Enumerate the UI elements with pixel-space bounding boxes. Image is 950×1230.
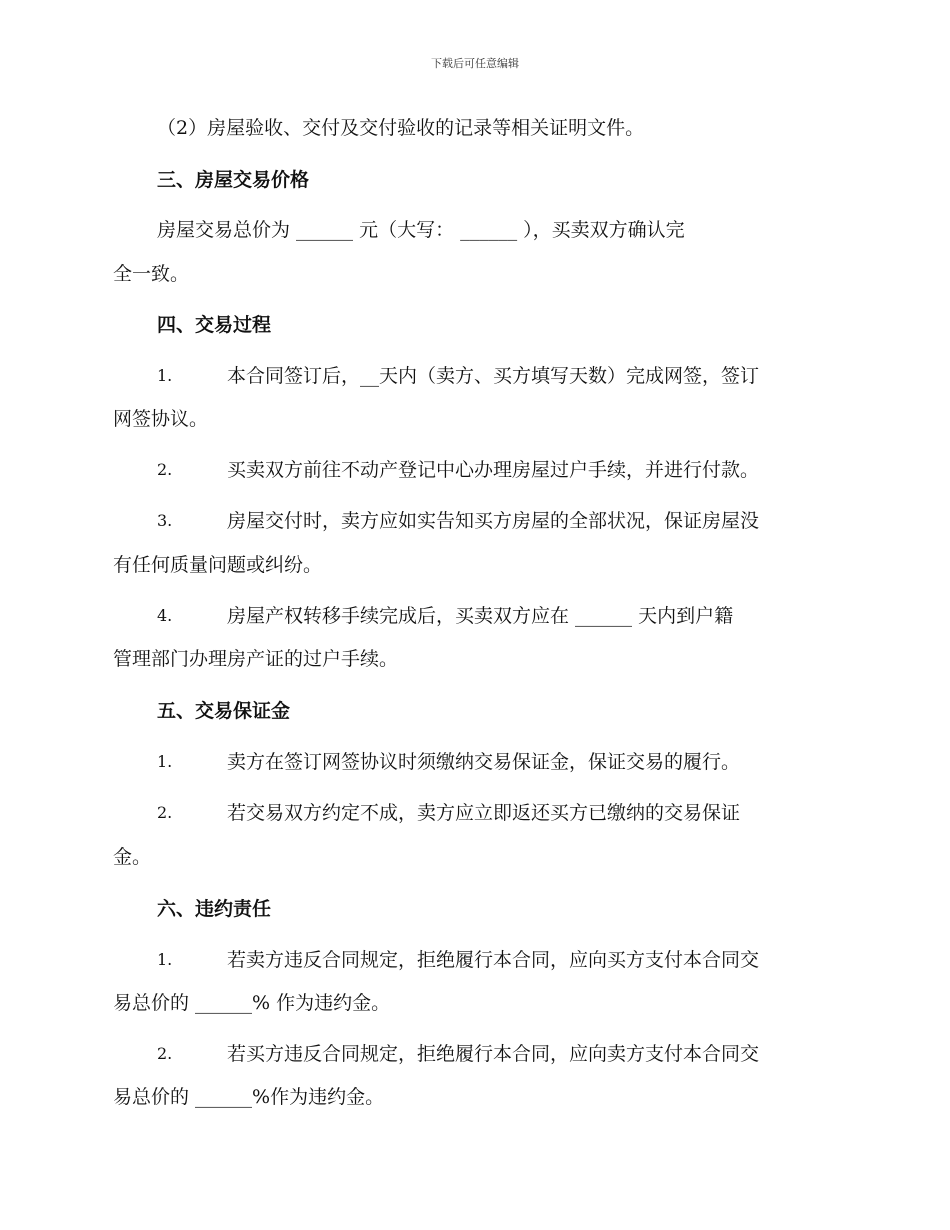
list-number: 4. bbox=[157, 606, 173, 625]
list-number: 2. bbox=[157, 1044, 173, 1063]
list-text: 房屋交付时，卖方应如实告知买方房屋的全部状况，保证房屋没 bbox=[227, 510, 760, 532]
section-heading-liability: 六、违约责任 bbox=[157, 898, 272, 920]
list-number: 1. bbox=[157, 366, 173, 385]
page-header: 下载后可任意编辑 bbox=[431, 57, 519, 70]
price-line-1: 房屋交易总价为 ______ 元（大写： ______ ），买卖双方确认完 bbox=[157, 219, 685, 241]
list-text-continued: 网签协议。 bbox=[113, 408, 209, 430]
list-text-continued: 有任何质量问题或纠纷。 bbox=[113, 554, 323, 576]
list-number: 2. bbox=[157, 460, 173, 479]
list-text: 卖方在签订网签协议时须缴纳交易保证金，保证交易的履行。 bbox=[227, 751, 741, 773]
price-line-2: 全一致。 bbox=[113, 263, 190, 285]
list-text-continued: 易总价的 ______% 作为违约金。 bbox=[113, 992, 391, 1014]
list-text: 房屋产权转移手续完成后，买卖双方应在 ______ 天内到户籍 bbox=[227, 605, 734, 627]
list-text: 若交易双方约定不成，卖方应立即返还买方已缴纳的交易保证 bbox=[227, 802, 741, 824]
list-text-continued: 易总价的 ______%作为违约金。 bbox=[113, 1086, 385, 1108]
paragraph-2-proof-docs: （2）房屋验收、交付及交付验收的记录等相关证明文件。 bbox=[157, 117, 645, 139]
list-number: 1. bbox=[157, 950, 173, 969]
list-text: 若卖方违反合同规定，拒绝履行本合同，应向买方支付本合同交 bbox=[227, 949, 760, 971]
list-text-continued: 管理部门办理房产证的过户手续。 bbox=[113, 648, 399, 670]
section-heading-process: 四、交易过程 bbox=[157, 314, 272, 336]
list-text: 若买方违反合同规定，拒绝履行本合同，应向卖方支付本合同交 bbox=[227, 1043, 760, 1065]
section-heading-price: 三、房屋交易价格 bbox=[157, 169, 310, 191]
list-number: 1. bbox=[157, 752, 173, 771]
list-number: 2. bbox=[157, 803, 173, 822]
section-heading-deposit: 五、交易保证金 bbox=[157, 700, 291, 722]
list-text-continued: 金。 bbox=[113, 846, 152, 868]
list-text: 买卖双方前往不动产登记中心办理房屋过户手续，并进行付款。 bbox=[227, 459, 760, 481]
list-text: 本合同签订后，__天内（卖方、买方填写天数）完成网签，签订 bbox=[227, 365, 760, 387]
list-number: 3. bbox=[157, 511, 173, 530]
